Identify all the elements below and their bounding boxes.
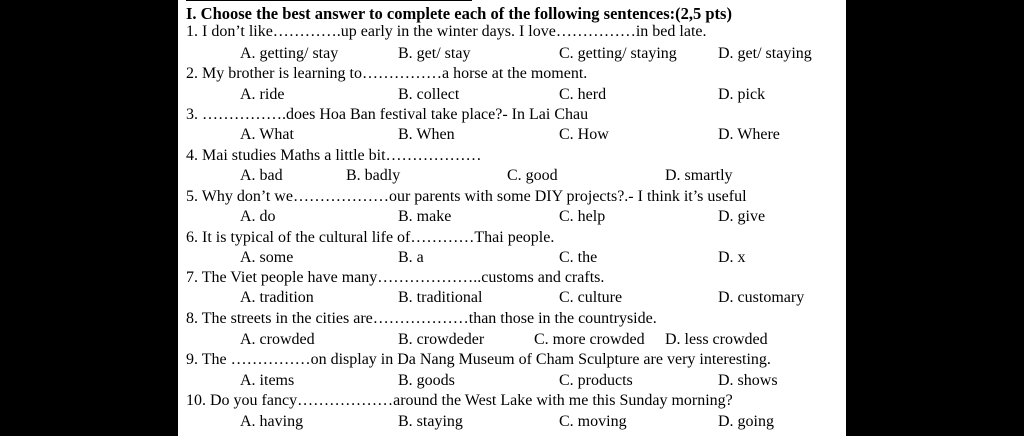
q3-option-b[interactable]: B. When	[398, 126, 455, 143]
question-6: 6. It is typical of the cultural life of…………Thai people.	[186, 229, 555, 246]
q4-option-c[interactable]: C. good	[507, 167, 558, 184]
q1-option-c[interactable]: C. getting/ staying	[559, 45, 677, 62]
q10-option-d[interactable]: D. going	[718, 413, 774, 430]
q6-option-c[interactable]: C. the	[559, 249, 598, 266]
q3-option-d[interactable]: D. Where	[718, 126, 780, 143]
q2-option-c[interactable]: C. herd	[559, 86, 607, 103]
q10-option-b[interactable]: B. staying	[398, 413, 463, 430]
question-4: 4. Mai studies Maths a little bit………………	[186, 147, 482, 164]
q9-option-c[interactable]: C. products	[559, 372, 633, 389]
q1-option-a[interactable]: A. getting/ stay	[240, 45, 339, 62]
top-rule	[186, 0, 472, 1]
q2-option-a[interactable]: A. ride	[240, 86, 285, 103]
q8-option-c[interactable]: C. more crowded	[534, 331, 645, 348]
q8-option-a[interactable]: A. crowded	[240, 331, 315, 348]
question-1: 1. I don’t like………….up early in the winter days. I love……………in bed late.	[186, 23, 707, 40]
q9-option-d[interactable]: D. shows	[718, 372, 778, 389]
question-2: 2. My brother is learning to……………a horse at the moment.	[186, 65, 588, 82]
q10-option-c[interactable]: C. moving	[559, 413, 627, 430]
q6-option-a[interactable]: A. some	[240, 249, 294, 266]
q5-option-c[interactable]: C. help	[559, 208, 606, 225]
q3-option-a[interactable]: A. What	[240, 126, 294, 143]
q7-option-d[interactable]: D. customary	[718, 289, 805, 306]
q6-option-b[interactable]: B. a	[398, 249, 424, 266]
q2-option-b[interactable]: B. collect	[398, 86, 460, 103]
q5-option-a[interactable]: A. do	[240, 208, 276, 225]
q6-option-d[interactable]: D. x	[718, 249, 746, 266]
worksheet-page	[178, 0, 846, 436]
q7-option-b[interactable]: B. traditional	[398, 289, 483, 306]
section-heading: I. Choose the best answer to complete each of the following sentences:(2,5 pts)	[186, 4, 732, 23]
q4-option-a[interactable]: A. bad	[240, 167, 283, 184]
q5-option-b[interactable]: B. make	[398, 208, 452, 225]
q1-option-d[interactable]: D. get/ staying	[718, 45, 812, 62]
q9-option-a[interactable]: A. items	[240, 372, 295, 389]
q4-option-d[interactable]: D. smartly	[665, 167, 733, 184]
question-9: 9. The ……………on display in Da Nang Museum of Cham Sculpture are very interesting.	[186, 351, 771, 368]
q10-option-a[interactable]: A. having	[240, 413, 304, 430]
question-8: 8. The streets in the cities are………………than those in the countryside.	[186, 310, 657, 327]
q8-option-b[interactable]: B. crowdeder	[398, 331, 485, 348]
q3-option-c[interactable]: C. How	[559, 126, 609, 143]
question-10: 10. Do you fancy………………around the West Lake with me this Sunday morning?	[186, 392, 733, 409]
question-7: 7. The Viet people have many………………..customs and crafts.	[186, 269, 605, 286]
q7-option-c[interactable]: C. culture	[559, 289, 623, 306]
q5-option-d[interactable]: D. give	[718, 208, 766, 225]
q4-option-b[interactable]: B. badly	[346, 167, 401, 184]
q2-option-d[interactable]: D. pick	[718, 86, 766, 103]
q9-option-b[interactable]: B. goods	[398, 372, 455, 389]
question-5: 5. Why don’t we………………our parents with some DIY projects?.- I think it’s useful	[186, 188, 747, 205]
question-3: 3. …………….does Hoa Ban festival take place?- In Lai Chau	[186, 106, 589, 123]
q7-option-a[interactable]: A. tradition	[240, 289, 314, 306]
q8-option-d[interactable]: D. less crowded	[665, 331, 768, 348]
q1-option-b[interactable]: B. get/ stay	[398, 45, 471, 62]
